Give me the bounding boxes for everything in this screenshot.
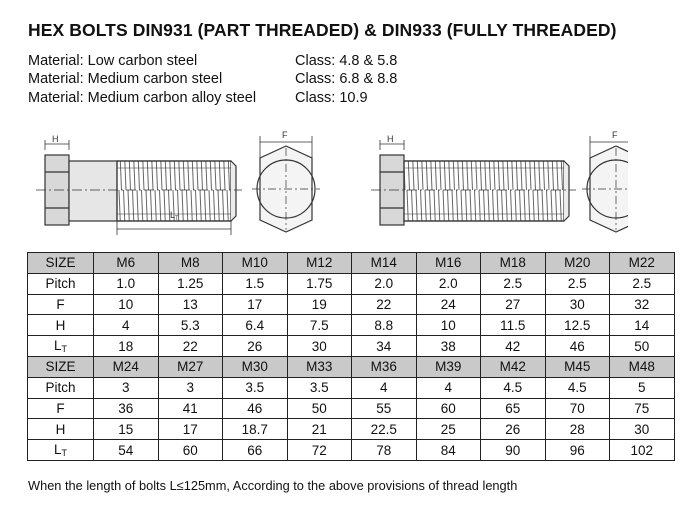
table-cell: 18: [94, 336, 159, 357]
table-cell: 54: [94, 440, 159, 461]
table-cell: 4: [352, 377, 417, 398]
table-cell: 28: [545, 419, 610, 440]
table-cell: 6.4: [223, 315, 288, 336]
table-cell: 3.5: [223, 377, 288, 398]
table-cell: 30: [287, 336, 352, 357]
row-label: [28, 315, 94, 336]
h-label: H: [52, 134, 59, 144]
page-title: HEX BOLTS DIN931 (PART THREADED) & DIN933 (FULLY THREADED): [28, 20, 617, 40]
table-cell: 60: [158, 440, 223, 461]
table-cell: 32: [610, 294, 675, 315]
table-cell: 4.5: [481, 377, 546, 398]
table-cell: 12.5: [545, 315, 610, 336]
table-cell: 19: [287, 294, 352, 315]
table-row: [28, 419, 675, 440]
f-label-2: F: [612, 130, 618, 140]
table-cell: 96: [545, 440, 610, 461]
table-row: [28, 273, 675, 294]
row-label-text: F: [56, 400, 65, 416]
row-label-text: F: [56, 296, 65, 312]
table-cell: 2.0: [416, 273, 481, 294]
material-line-1: [28, 53, 398, 69]
table-cell: 3: [158, 377, 223, 398]
material-name: Material: Medium carbon alloy steel: [28, 90, 257, 106]
table-cell: 46: [223, 398, 288, 419]
size-cell: M16: [416, 253, 481, 274]
table-cell: 11.5: [481, 315, 546, 336]
table-row: [28, 377, 675, 398]
table-cell: 7.5: [287, 315, 352, 336]
table-cell: 4.5: [545, 377, 610, 398]
table-cell: 84: [416, 440, 481, 461]
row-label-text: Pitch: [45, 380, 76, 396]
lt-label-sub: T: [175, 216, 179, 222]
size-cell: M24: [94, 356, 159, 377]
table-cell: 55: [352, 398, 417, 419]
table-cell: 22.5: [352, 419, 417, 440]
size-cell: M12: [287, 253, 352, 274]
size-cell: M30: [223, 356, 288, 377]
din931-side-view: [36, 140, 242, 235]
h-label-2: H: [387, 134, 394, 144]
table-cell: 72: [287, 440, 352, 461]
table-cell: 1.5: [223, 273, 288, 294]
table-cell: 13: [158, 294, 223, 315]
bolt-spec-table: [27, 252, 675, 461]
table-row: [28, 398, 675, 419]
table-cell: 5.3: [158, 315, 223, 336]
table-cell: 3.5: [287, 377, 352, 398]
material-class: Class: 6.8 & 8.8: [295, 71, 398, 87]
table-cell: 90: [481, 440, 546, 461]
size-cell: M22: [610, 253, 675, 274]
table-cell: 36: [94, 398, 159, 419]
table-cell: 5: [610, 377, 675, 398]
table-cell: 30: [545, 294, 610, 315]
table-cell: 70: [545, 398, 610, 419]
material-name: Material: Low carbon steel: [28, 53, 198, 69]
size-header-row: [28, 356, 675, 377]
table-cell: 1.25: [158, 273, 223, 294]
size-cell: M45: [545, 356, 610, 377]
size-cell: M42: [481, 356, 546, 377]
table-cell: 60: [416, 398, 481, 419]
table-cell: 2.5: [610, 273, 675, 294]
table-cell: 75: [610, 398, 675, 419]
table-row: [28, 315, 675, 336]
table-cell: 21: [287, 419, 352, 440]
din933-side-view: [371, 140, 576, 225]
table-cell: 34: [352, 336, 417, 357]
material-class: Class: 4.8 & 5.8: [295, 53, 398, 69]
footnote: When the length of bolts L≤125mm, According to the above provisions of thread length: [28, 478, 518, 493]
table-cell: 14: [610, 315, 675, 336]
material-line-2: [28, 71, 398, 87]
table-cell: 25: [416, 419, 481, 440]
table-cell: 26: [223, 336, 288, 357]
size-header-cell: SIZE: [28, 356, 94, 377]
f-label: F: [282, 130, 288, 140]
bolt-drawings: [28, 128, 628, 238]
lt-label-main: L: [170, 210, 176, 220]
size-cell: M10: [223, 253, 288, 274]
table-cell: 10: [416, 315, 481, 336]
row-label-text: Pitch: [45, 276, 76, 292]
row-label-text: H: [55, 421, 66, 437]
table-cell: 4: [416, 377, 481, 398]
row-label-subscript: T: [61, 448, 67, 459]
size-header-cell: SIZE: [28, 253, 94, 274]
row-label: [28, 398, 94, 419]
table-cell: 42: [481, 336, 546, 357]
table-cell: 2.0: [352, 273, 417, 294]
row-label-text: L: [53, 338, 62, 354]
table-cell: 65: [481, 398, 546, 419]
size-cell: M48: [610, 356, 675, 377]
table-cell: 30: [610, 419, 675, 440]
table-cell: 50: [287, 398, 352, 419]
table-cell: 17: [158, 419, 223, 440]
table-row: [28, 440, 675, 461]
size-cell: M6: [94, 253, 159, 274]
table-cell: 46: [545, 336, 610, 357]
spec-table-body: [28, 253, 675, 461]
material-class: Class: 10.9: [295, 90, 368, 106]
material-line-3: [28, 90, 368, 106]
row-label: [28, 294, 94, 315]
table-row: [28, 336, 675, 357]
table-cell: 66: [223, 440, 288, 461]
table-cell: 22: [352, 294, 417, 315]
material-name: Material: Medium carbon steel: [28, 71, 223, 87]
row-label: [28, 336, 94, 357]
table-cell: 4: [94, 315, 159, 336]
table-cell: 1.75: [287, 273, 352, 294]
table-cell: 2.5: [481, 273, 546, 294]
row-label: [28, 419, 94, 440]
din931-head-view: [252, 136, 320, 232]
table-cell: 1.0: [94, 273, 159, 294]
table-row: [28, 294, 675, 315]
size-cell: M18: [481, 253, 546, 274]
row-label: [28, 273, 94, 294]
row-label-text: H: [55, 317, 66, 333]
row-label-subscript: T: [61, 344, 67, 355]
table-cell: 2.5: [545, 273, 610, 294]
size-cell: M33: [287, 356, 352, 377]
table-cell: 78: [352, 440, 417, 461]
table-cell: 50: [610, 336, 675, 357]
size-cell: M36: [352, 356, 417, 377]
table-cell: 41: [158, 398, 223, 419]
table-cell: 102: [610, 440, 675, 461]
size-header-row: [28, 253, 675, 274]
table-cell: 17: [223, 294, 288, 315]
row-label-text: L: [53, 442, 62, 458]
table-cell: 27: [481, 294, 546, 315]
table-cell: 24: [416, 294, 481, 315]
table-cell: 22: [158, 336, 223, 357]
table-cell: 18.7: [223, 419, 288, 440]
table-cell: 3: [94, 377, 159, 398]
size-cell: M14: [352, 253, 417, 274]
table-cell: 10: [94, 294, 159, 315]
din933-head-view: [582, 136, 628, 232]
size-cell: M20: [545, 253, 610, 274]
table-cell: 15: [94, 419, 159, 440]
table-cell: 26: [481, 419, 546, 440]
size-cell: M39: [416, 356, 481, 377]
table-cell: 8.8: [352, 315, 417, 336]
size-cell: M27: [158, 356, 223, 377]
row-label: [28, 377, 94, 398]
row-label: [28, 440, 94, 461]
size-cell: M8: [158, 253, 223, 274]
table-cell: 38: [416, 336, 481, 357]
